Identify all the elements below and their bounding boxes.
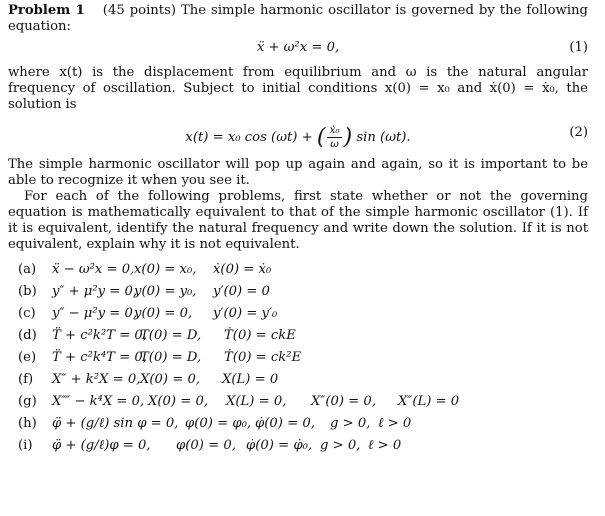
problem-condition: T(0) = D, (140, 350, 202, 365)
problem-condition: ℓ > 0 (378, 416, 412, 431)
equation-2-lhs: x(t) = x₀ cos (ωt) + (185, 130, 313, 145)
problem-equation: T̈ + c²k⁴T = 0, (52, 350, 147, 365)
problem-condition: g > 0, (320, 438, 361, 453)
problem-label: (h) (18, 416, 37, 431)
problem-condition: g > 0, (330, 416, 371, 431)
equation-2-fraction-denominator: ω (330, 138, 339, 150)
problem-condition: φ̇(0) = φ̇₀, (246, 438, 313, 453)
problem-equation: y″ + μ²y = 0, (52, 284, 138, 299)
problem-points: (45 points) The simple harmonic oscillator is governed by the following (102, 3, 588, 18)
problem-label: (b) (18, 284, 37, 299)
problem-label: (d) (18, 328, 37, 343)
problem-label: (a) (18, 262, 37, 277)
problem-document (8, 3, 588, 457)
problem-row (8, 391, 588, 413)
equation-2-fraction-group (317, 125, 352, 150)
problem-condition: Ṫ(0) = ck²E (224, 350, 302, 365)
problem-condition: X(0) = 0, (140, 372, 201, 387)
problem-condition: φ(0) = φ₀, (185, 416, 252, 431)
problem-condition: φ̇(0) = 0, (255, 416, 315, 431)
problem-condition: φ(0) = 0, (176, 438, 236, 453)
equation-2-fraction (327, 125, 341, 150)
problem-equation: T̈ + c²k²T = 0, (52, 328, 147, 343)
equation-2-number: (2) (569, 125, 588, 140)
problem-row (8, 413, 588, 435)
problem-equation: φ̈ + (g/ℓ)φ = 0, (52, 438, 151, 453)
problem-equation: y″ − μ²y = 0, (52, 306, 138, 321)
definitions-paragraph: where x(t) is the displacement from equilibrium and ω is the natural angular frequency of oscillation. Subject to initial conditions x(0) = x₀ and ẋ(0) = ẋ₀, the solution is (8, 65, 588, 112)
equation-1 (8, 39, 588, 59)
problem-condition: y(0) = y₀, (134, 284, 197, 299)
problem-condition: X″(L) = 0 (398, 394, 460, 409)
equation-2-body (8, 125, 588, 150)
problem-row (8, 369, 588, 391)
problem-row (8, 281, 588, 303)
importance-paragraph: The simple harmonic oscillator will pop up again and again, so it is important to be able to recognize it when you see it. (8, 157, 588, 188)
equation-1-number: (1) (569, 40, 588, 55)
problem-label: (f) (18, 372, 34, 387)
problem-condition: ẋ(0) = ẋ₀ (213, 262, 272, 277)
problem-label: (e) (18, 350, 37, 365)
equation-1-body: ẍ + ω²x = 0, (256, 40, 340, 55)
problem-condition: Ṫ(0) = ckE (224, 328, 296, 343)
problem-heading (8, 3, 588, 35)
problem-row (8, 259, 588, 281)
problem-equation: X⁗ − k⁴X = 0, (52, 394, 145, 409)
problem-condition: y′(0) = y′₀ (213, 306, 278, 321)
problem-condition: X(0) = 0, (148, 394, 209, 409)
problem-condition: X(L) = 0, (226, 394, 287, 409)
problem-condition: T(0) = D, (140, 328, 202, 343)
problem-condition: ℓ > 0 (368, 438, 402, 453)
problem-condition: y(0) = 0, (134, 306, 193, 321)
problem-row (8, 347, 588, 369)
equation-2-fraction-numerator: ẋ₀ (329, 124, 340, 136)
problem-equation: X″ + k²X = 0, (52, 372, 141, 387)
problem-row (8, 435, 588, 457)
left-parenthesis: ( (316, 124, 326, 150)
problem-row (8, 303, 588, 325)
problem-condition: y′(0) = 0 (213, 284, 270, 299)
problem-condition: x(0) = x₀, (134, 262, 197, 277)
right-parenthesis: ) (343, 124, 353, 150)
problem-heading-continuation: equation: (8, 19, 71, 34)
problem-title: Problem 1 (8, 3, 85, 18)
equation-2 (8, 117, 588, 151)
problem-condition: X(L) = 0 (222, 372, 279, 387)
instructions-paragraph: For each of the following problems, first state whether or not the governing equation is mathematically equivalent to that of the simple harmonic oscillator (1). If it is equivalent, identify the natural frequency and write down the solution. If it is not equivalent, explain why it is not equivalent. (8, 189, 588, 252)
problem-equation: φ̈ + (g/ℓ) sin φ = 0, (52, 416, 179, 431)
problem-label: (g) (18, 394, 37, 409)
problem-label: (i) (18, 438, 33, 453)
equation-2-rhs: sin (ωt). (356, 130, 411, 145)
problem-list (8, 259, 588, 457)
problem-label: (c) (18, 306, 36, 321)
problem-equation: ẍ − ω²x = 0, (52, 262, 135, 277)
problem-condition: X″(0) = 0, (311, 394, 377, 409)
problem-row (8, 325, 588, 347)
